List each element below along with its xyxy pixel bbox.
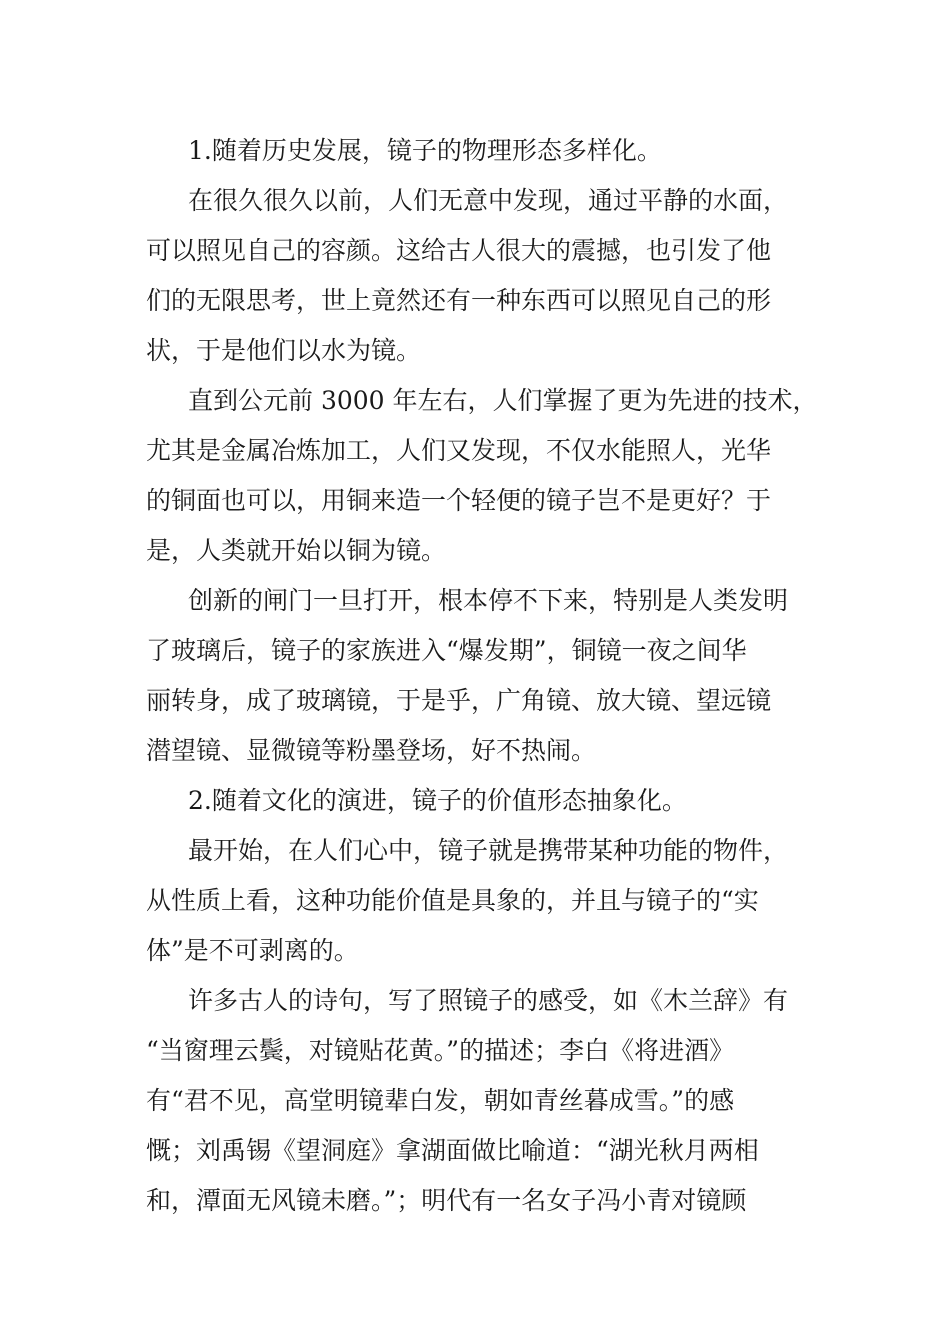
paragraph-line: 创新的闸门一旦打开，根本停不下来，特别是人类发明 [188,586,789,615]
paragraph-line: 有“君不见，高堂明镜辈白发，朝如青丝暮成雪。”的感 [146,1086,735,1115]
paragraph-line: 们的无限思考，世上竟然还有一种东西可以照见自己的形 [146,286,772,315]
paragraph-line: 和，潭面无风镜未磨。”；明代有一名女子冯小青对镜顾 [146,1186,747,1215]
section-heading-1: 1.随着历史发展，镜子的物理形态多样化。 [188,136,662,165]
paragraph-line: 丽转身，成了玻璃镜，于是乎，广角镜、放大镜、望远镜 [146,686,772,715]
paragraph-line: 状，于是他们以水为镜。 [146,336,422,365]
paragraph-line: “当窗理云鬓，对镜贴花黄。”的描述；李白《将进酒》 [146,1036,735,1065]
paragraph-line: 的铜面也可以，用铜来造一个轻便的镜子岂不是更好？于 [146,486,772,515]
paragraph-line: 了玻璃后，镜子的家族进入“爆发期”，铜镜一夜之间华 [146,636,747,665]
section-heading-2: 2.随着文化的演进，镜子的价值形态抽象化。 [188,786,687,815]
paragraph-line: 在很久很久以前，人们无意中发现，通过平静的水面， [188,186,789,215]
paragraph-line: 从性质上看，这种功能价值是具象的，并且与镜子的“实 [146,886,759,915]
paragraph-line: 是，人类就开始以铜为镜。 [146,536,447,565]
paragraph-line: 体”是不可剥离的。 [146,936,359,965]
paragraph-line: 许多古人的诗句，写了照镜子的感受，如《木兰辞》有 [188,986,789,1015]
paragraph-line: 潜望镜、显微镜等粉墨登场，好不热闹。 [146,736,597,765]
paragraph-line: 尤其是金属冶炼加工，人们又发现，不仅水能照人，光华 [146,436,772,465]
paragraph-line: 最开始，在人们心中，镜子就是携带某种功能的物件， [188,836,789,865]
paragraph-line: 慨；刘禹锡《望洞庭》拿湖面做比喻道：“湖光秋月两相 [146,1136,759,1165]
paragraph-line: 直到公元前 3000 年左右，人们掌握了更为先进的技术， [188,386,818,415]
paragraph-line: 可以照见自己的容颜。这给古人很大的震撼，也引发了他 [146,236,772,265]
